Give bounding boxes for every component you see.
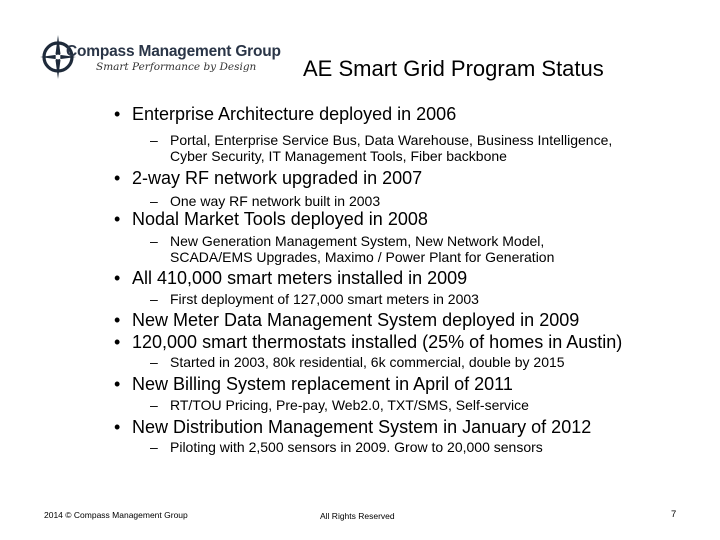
bullet-dot-icon: • xyxy=(114,168,121,188)
sub-bullet-dash-icon: – xyxy=(150,439,158,455)
bullet-text: New Meter Data Management System deployed in 2009 xyxy=(132,310,580,330)
sub-bullet-dash-icon: – xyxy=(150,354,158,370)
bullet-dot-icon: • xyxy=(114,104,121,124)
sub-bullet-dash-icon: – xyxy=(150,233,158,249)
bullet-text: New Billing System replacement in April of 2011 xyxy=(132,374,513,394)
sub-bullet-dash-icon: – xyxy=(150,132,158,148)
company-logo xyxy=(38,32,281,82)
bullet-dot-icon: • xyxy=(114,209,121,229)
sub-bullet-dash-icon: – xyxy=(150,193,158,209)
bullet-text: New Distribution Management System in January of 2012 xyxy=(132,417,592,437)
bullet-dot-icon: • xyxy=(114,332,121,352)
bullet-dot-icon: • xyxy=(114,268,121,288)
footer-rights: All Rights Reserved xyxy=(320,511,395,521)
logo-tagline: Smart Performance by Design xyxy=(96,61,257,73)
sub-bullet-text: One way RF network built in 2003 xyxy=(170,193,381,209)
sub-bullet-text: Portal, Enterprise Service Bus, Data Warehouse, Business Intelligence, xyxy=(170,132,613,148)
sub-bullet-text: RT/TOU Pricing, Pre-pay, Web2.0, TXT/SMS, Self-service xyxy=(170,397,529,413)
sub-bullet-dash-icon: – xyxy=(150,291,158,307)
sub-bullet-text: Cyber Security, IT Management Tools, Fiber backbone xyxy=(170,147,507,164)
bullet-text: 120,000 smart thermostats installed (25% of homes in Austin) xyxy=(132,332,623,352)
bullet-dot-icon: • xyxy=(114,374,121,394)
bullet-text: Enterprise Architecture deployed in 2006 xyxy=(132,104,457,124)
logo-company-name: Compass Management Group xyxy=(66,43,281,60)
bullet-text: Nodal Market Tools deployed in 2008 xyxy=(132,209,428,229)
page-number: 7 xyxy=(671,509,677,520)
sub-bullet-text: SCADA/EMS Upgrades, Maximo / Power Plant for Generation xyxy=(170,248,555,265)
footer-copyright: 2014 © Compass Management Group xyxy=(44,510,188,520)
sub-bullet-dash-icon: – xyxy=(150,397,158,413)
sub-bullet-text: First deployment of 127,000 smart meters in 2003 xyxy=(170,291,479,307)
bullet-text: 2-way RF network upgraded in 2007 xyxy=(132,168,423,188)
sub-bullet-text: New Generation Management System, New Network Model, xyxy=(170,233,545,249)
bullet-dot-icon: • xyxy=(114,310,121,330)
bullet-dot-icon: • xyxy=(114,417,121,437)
sub-bullet-text: Piloting with 2,500 sensors in 2009. Grow to 20,000 sensors xyxy=(170,439,543,455)
bullet-text: All 410,000 smart meters installed in 2009 xyxy=(132,268,468,288)
slide-title: AE Smart Grid Program Status xyxy=(303,56,604,81)
sub-bullet-text: Started in 2003, 80k residential, 6k commercial, double by 2015 xyxy=(170,354,565,370)
